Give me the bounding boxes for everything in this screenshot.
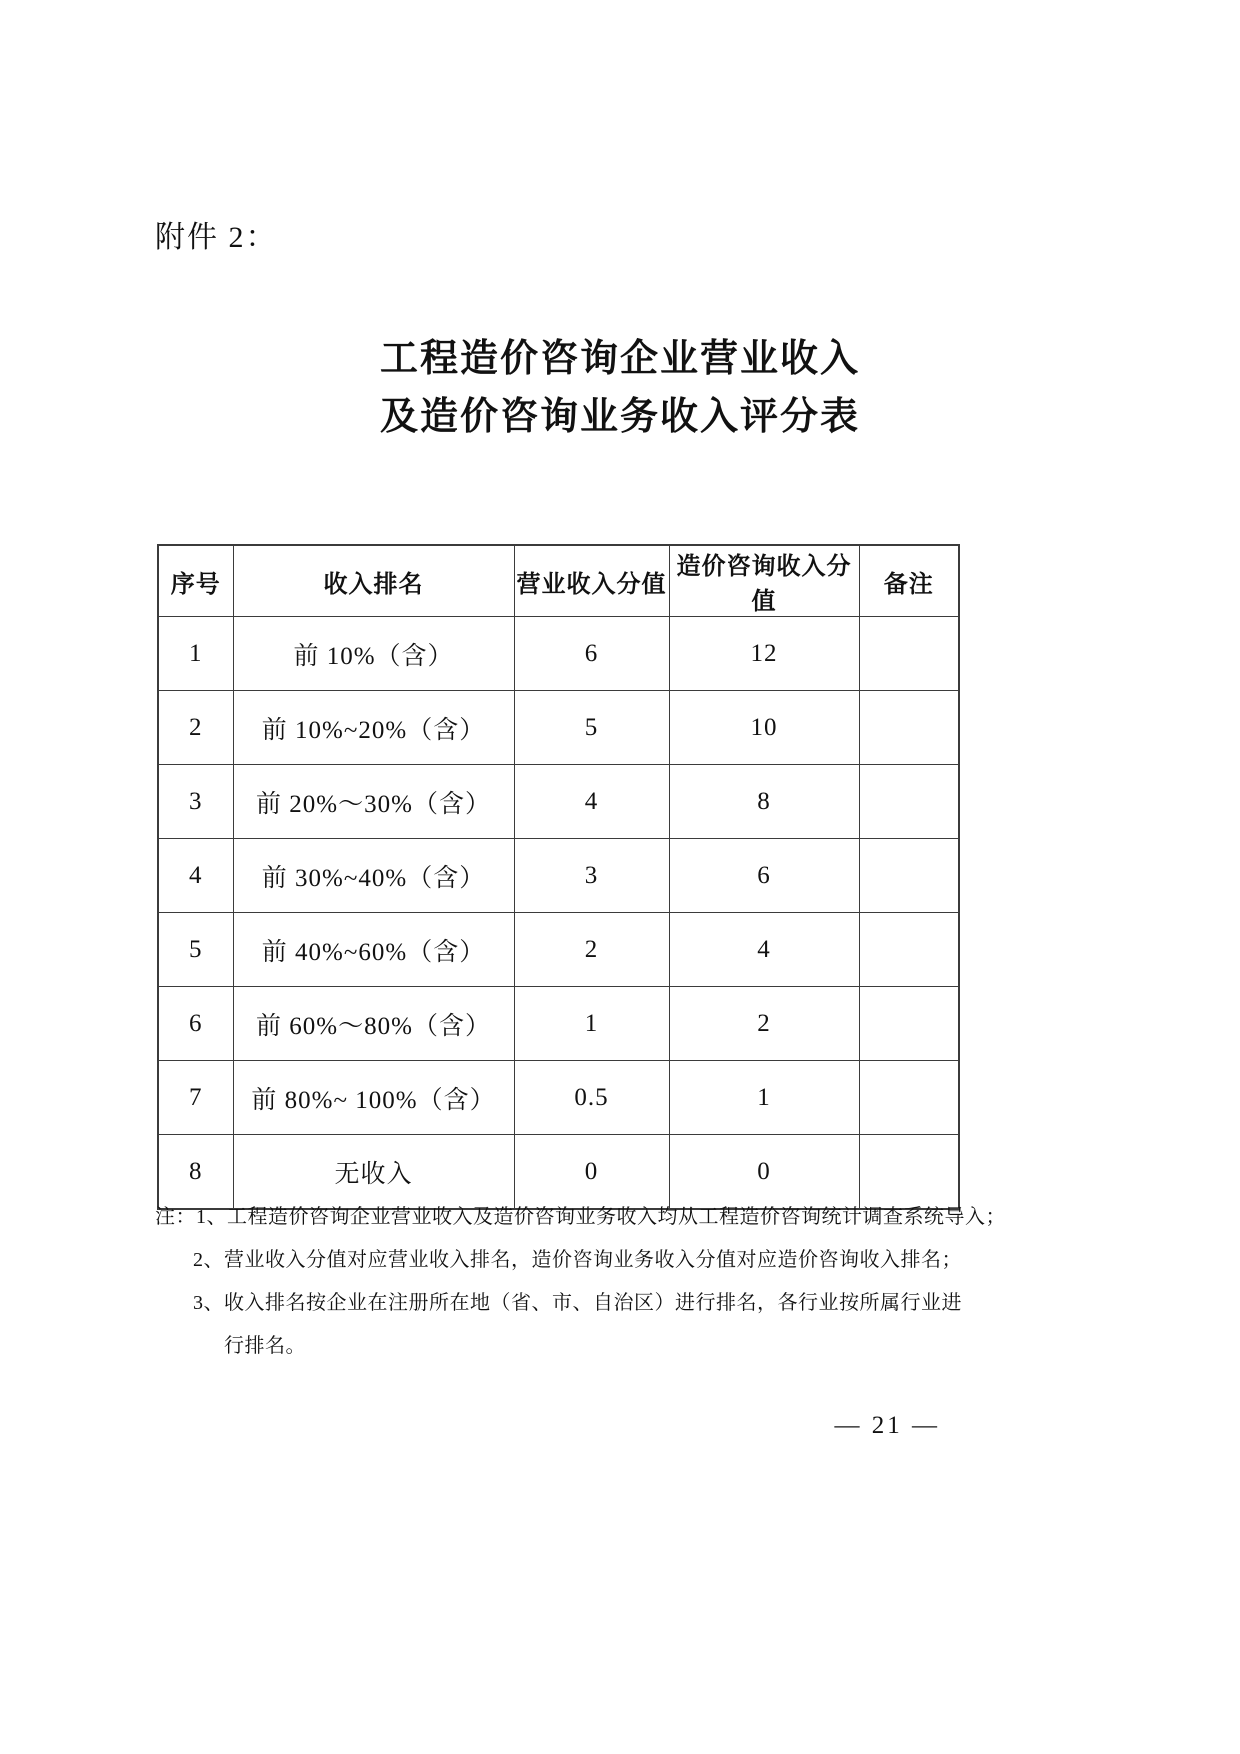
cell-consulting-score: 12 (669, 617, 859, 691)
col-header-index: 序号 (158, 545, 233, 617)
col-header-revenue-score: 营业收入分值 (514, 545, 669, 617)
cell-index: 1 (158, 617, 233, 691)
cell-rank: 前 10%~20%（含） (233, 691, 514, 765)
score-table-header (158, 545, 959, 617)
note-item-3 (155, 1282, 1015, 1368)
table-row (158, 765, 959, 839)
header-row (158, 545, 959, 617)
cell-rank: 前 40%~60%（含） (233, 913, 514, 987)
col-header-remark: 备注 (859, 545, 959, 617)
cell-revenue-score: 2 (514, 913, 669, 987)
cell-rank: 前 30%~40%（含） (233, 839, 514, 913)
cell-index: 4 (158, 839, 233, 913)
cell-revenue-score: 3 (514, 839, 669, 913)
table-row (158, 987, 959, 1061)
page-title (0, 330, 1240, 446)
score-table-body (158, 617, 959, 1210)
cell-revenue-score: 4 (514, 765, 669, 839)
cell-remark (859, 691, 959, 765)
note-text: 营业收入分值对应营业收入排名，造价咨询业务收入分值对应造价咨询收入排名； (224, 1249, 962, 1271)
cell-consulting-score: 4 (669, 913, 859, 987)
cell-rank: 前 20%～30%（含） (233, 765, 514, 839)
note-prefix: 3、 (193, 1292, 224, 1314)
cell-index: 7 (158, 1061, 233, 1135)
cell-remark (859, 839, 959, 913)
cell-revenue-score: 5 (514, 691, 669, 765)
page-title-line-2: 及造价咨询业务收入评分表 (379, 396, 860, 438)
page-title-line-1: 工程造价咨询企业营业收入 (379, 338, 860, 380)
score-table (157, 544, 960, 1210)
note-item-1 (155, 1196, 1015, 1239)
cell-consulting-score: 1 (669, 1061, 859, 1135)
note-prefix: 注：1、 (155, 1206, 227, 1228)
attachment-label: 附件 2： (155, 221, 278, 254)
note-text: 工程造价咨询企业营业收入及造价咨询业务收入均从工程造价咨询统计调查系统导入； (227, 1206, 1006, 1228)
note-prefix: 2、 (193, 1249, 224, 1271)
cell-index: 2 (158, 691, 233, 765)
cell-consulting-score: 0 (669, 1135, 859, 1210)
cell-remark (859, 1061, 959, 1135)
cell-index: 3 (158, 765, 233, 839)
cell-remark (859, 765, 959, 839)
cell-remark (859, 617, 959, 691)
cell-remark (859, 913, 959, 987)
table-row (158, 913, 959, 987)
table-row (158, 691, 959, 765)
cell-revenue-score: 1 (514, 987, 669, 1061)
notes-section (155, 1196, 1015, 1368)
cell-remark (859, 987, 959, 1061)
cell-consulting-score: 8 (669, 765, 859, 839)
cell-revenue-score: 0 (514, 1135, 669, 1210)
page-number: — 21 — (834, 1412, 940, 1439)
note-text: 收入排名按企业在注册所在地（省、市、自治区）进行排名，各行业按所属行业进行排名。 (224, 1292, 962, 1357)
cell-index: 5 (158, 913, 233, 987)
cell-index: 6 (158, 987, 233, 1061)
cell-consulting-score: 6 (669, 839, 859, 913)
cell-revenue-score: 0.5 (514, 1061, 669, 1135)
cell-consulting-score: 10 (669, 691, 859, 765)
cell-rank: 无收入 (233, 1135, 514, 1210)
note-item-2 (155, 1239, 1015, 1282)
col-header-consulting-score: 造价咨询收入分值 (669, 545, 859, 617)
cell-rank: 前 80%~ 100%（含） (233, 1061, 514, 1135)
cell-consulting-score: 2 (669, 987, 859, 1061)
table-row (158, 617, 959, 691)
table-row (158, 1061, 959, 1135)
cell-rank: 前 60%～80%（含） (233, 987, 514, 1061)
table-row (158, 839, 959, 913)
col-header-rank: 收入排名 (233, 545, 514, 617)
cell-revenue-score: 6 (514, 617, 669, 691)
cell-rank: 前 10%（含） (233, 617, 514, 691)
cell-index: 8 (158, 1135, 233, 1210)
